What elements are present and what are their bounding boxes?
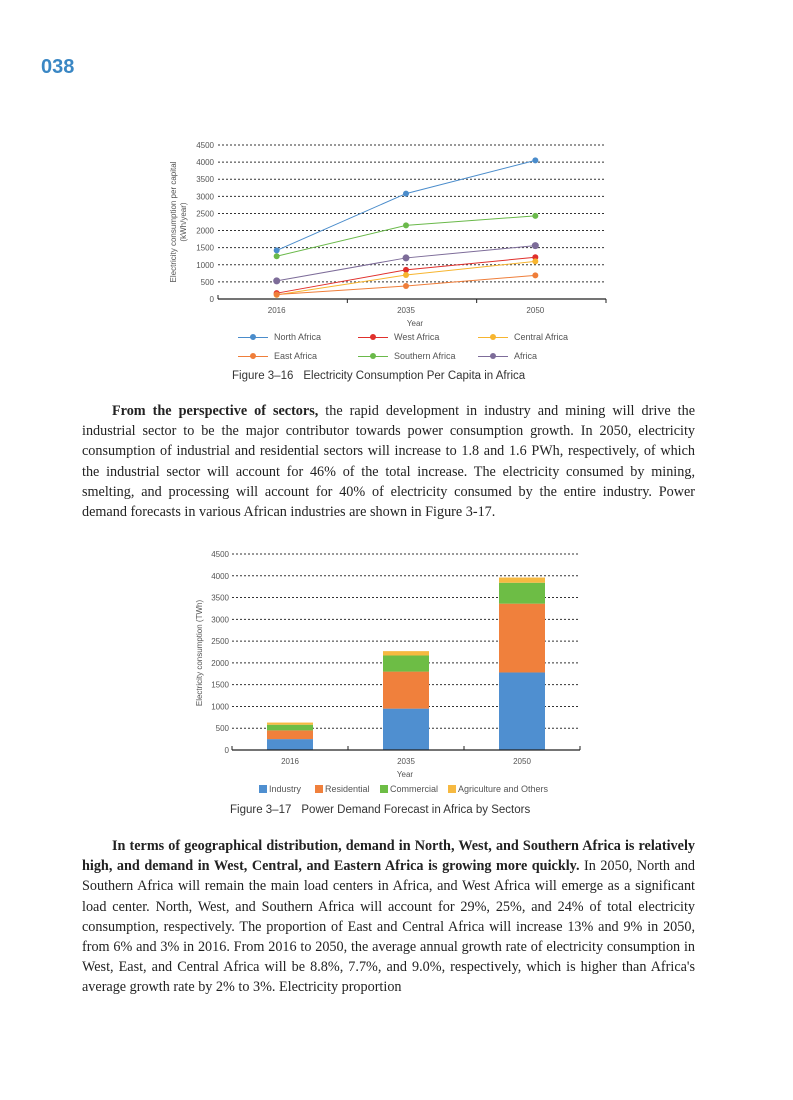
figure-caption-3-16: Figure 3–16 Electricity Consumption Per Capita in Africa bbox=[232, 370, 526, 382]
stacked-bar-chart-sectors bbox=[190, 545, 590, 785]
legend-line-icon bbox=[358, 337, 388, 338]
svg-text:(kWh/year): (kWh/year) bbox=[179, 202, 188, 242]
svg-text:0: 0 bbox=[209, 295, 214, 304]
legend-swatch-icon bbox=[448, 785, 456, 793]
page-number: 038 bbox=[41, 56, 75, 78]
legend-africa: Africa bbox=[478, 351, 537, 361]
bar-chart-legend bbox=[259, 784, 579, 798]
svg-text:1500: 1500 bbox=[211, 680, 229, 690]
svg-text:2500: 2500 bbox=[211, 637, 229, 647]
svg-text:Year: Year bbox=[406, 319, 424, 328]
legend-industry: Industry bbox=[259, 784, 301, 794]
legend-southern-africa: Southern Africa bbox=[358, 351, 456, 361]
paragraph-sectors: From the perspective of sectors, the rapid development in industry and mining will drive the industrial sector to be the major contributor towards power consumption growth. In 2050, electricity consumption of industrial and residential sectors will increase to 1.8 and 1.6 PWh, respectively, of which the industrial sector will account for 46% of the total increase. The electricity consumed by mining, smelting, and processing will account for 40% of electricity consumed by the entire industry. Power demand forecasts in various African industries are shown in Figure 3-17. bbox=[82, 403, 696, 521]
paragraph-geography: In terms of geographical distribution, demand in North, West, and Southern Africa is relatively high, and demand in West, Central, and Eastern Africa is growing more quickly. In 2050, North and Southern Africa will remain the main load centers in Africa, and West Africa will emerge as a significant load center. North, West, and Southern Africa will account for 29%, 25%, and 24% of total electricity consumption, respectively. The proportion of East and Central Africa will increase 13% and 9% in 2050, from 6% and 3% in 2016. From 2016 to 2050, the average annual growth rate of electricity consumption in West, East, and Central Africa will be 8.8%, 7.7%, and 9.0%, respectively, which is higher than Africa's average growth rate by 2% to 3%. Electricity proportion bbox=[82, 838, 696, 996]
legend-agriculture: Agriculture and Others bbox=[448, 784, 548, 794]
figure-caption-3-17: Figure 3–17 Power Demand Forecast in Africa by Sectors bbox=[230, 804, 531, 816]
svg-text:1000: 1000 bbox=[196, 260, 214, 270]
svg-text:3000: 3000 bbox=[196, 192, 214, 202]
svg-text:500: 500 bbox=[215, 724, 229, 734]
legend-west-africa: West Africa bbox=[358, 332, 439, 342]
legend-line-icon bbox=[478, 356, 508, 357]
legend-east-africa: East Africa bbox=[238, 351, 317, 361]
svg-text:2050: 2050 bbox=[513, 757, 531, 766]
bar-chart-svg bbox=[190, 545, 590, 785]
svg-text:0: 0 bbox=[224, 746, 229, 755]
legend-line-icon bbox=[358, 356, 388, 357]
legend-residential: Residential bbox=[315, 784, 370, 794]
svg-text:2035: 2035 bbox=[397, 306, 415, 315]
svg-text:2000: 2000 bbox=[211, 658, 229, 668]
svg-text:2000: 2000 bbox=[196, 226, 214, 236]
svg-text:4000: 4000 bbox=[211, 571, 229, 581]
legend-swatch-icon bbox=[380, 785, 388, 793]
svg-text:4500: 4500 bbox=[196, 141, 214, 150]
line-chart-svg bbox=[160, 135, 620, 335]
legend-line-icon bbox=[478, 337, 508, 338]
svg-text:1000: 1000 bbox=[211, 702, 229, 712]
line-chart-legend bbox=[238, 332, 598, 368]
svg-text:4000: 4000 bbox=[196, 158, 214, 168]
svg-text:Electricity consumption (TWh): Electricity consumption (TWh) bbox=[195, 599, 204, 707]
svg-text:4500: 4500 bbox=[211, 550, 229, 559]
svg-text:3000: 3000 bbox=[211, 615, 229, 625]
svg-text:500: 500 bbox=[200, 277, 214, 287]
legend-swatch-icon bbox=[315, 785, 323, 793]
legend-swatch-icon bbox=[259, 785, 267, 793]
legend-line-icon bbox=[238, 337, 268, 338]
svg-text:2500: 2500 bbox=[196, 209, 214, 219]
svg-text:2035: 2035 bbox=[397, 757, 415, 766]
svg-text:Year: Year bbox=[396, 770, 414, 779]
legend-north-africa: North Africa bbox=[238, 332, 321, 342]
svg-text:2016: 2016 bbox=[267, 306, 286, 315]
legend-line-icon bbox=[238, 356, 268, 357]
legend-central-africa: Central Africa bbox=[478, 332, 568, 342]
svg-text:3500: 3500 bbox=[196, 175, 214, 185]
svg-text:2050: 2050 bbox=[526, 306, 545, 315]
legend-commercial: Commercial bbox=[380, 784, 438, 794]
svg-text:3500: 3500 bbox=[211, 593, 229, 603]
line-chart-per-capita bbox=[160, 135, 620, 335]
svg-text:1500: 1500 bbox=[196, 243, 214, 253]
svg-text:Electricity consumption per ca: Electricity consumption per capital bbox=[169, 161, 178, 283]
svg-text:2016: 2016 bbox=[281, 757, 299, 766]
